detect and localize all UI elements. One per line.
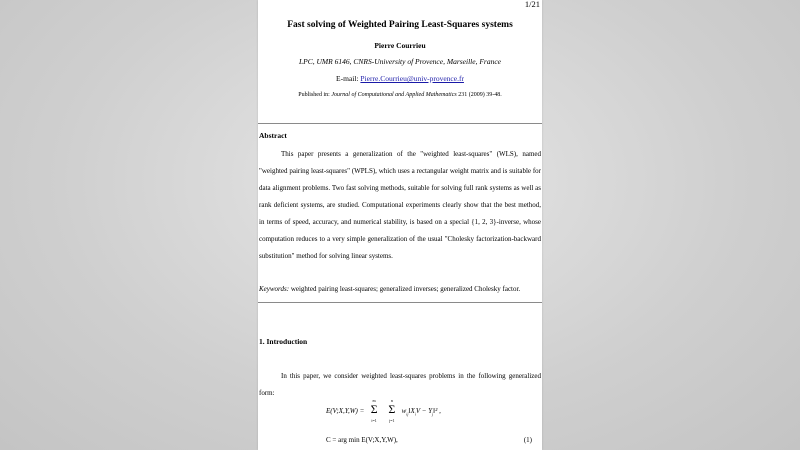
keywords-label: Keywords:	[259, 285, 290, 293]
journal-ref: 231 (2009) 39-48.	[456, 92, 502, 98]
divider-bottom	[258, 302, 542, 303]
email-link[interactable]: Pierre.Courrieu@univ-provence.fr	[360, 74, 464, 83]
paper-title: Fast solving of Weighted Pairing Least-Squares systems	[287, 20, 513, 30]
eq1-lhs: E(V;X,Y,W) =	[326, 407, 367, 415]
section-heading: 1. Introduction	[259, 337, 308, 346]
published-prefix: Published in:	[298, 92, 332, 98]
sum-symbol-i: Σ m i=1	[370, 398, 378, 423]
divider-top	[258, 123, 542, 124]
email-line	[258, 74, 542, 83]
eq1-weight: w	[401, 407, 407, 415]
equation-1: E(V;X,Y,W) = Σ m i=1 Σ n j=1 $w_{ij}‖X_iV$ − $Y_j‖^2$ ,	[326, 398, 441, 423]
abstract-text: This paper presents a generalization of the "weighted least-squares" (WLS), named "weighted pairing least-squares" (WPLS), which uses a rectangular weight matrix and is suitable for data alignment problems. Two fast solving methods, suitable for solving full rank systems as well as rank deficient systems, are studied. Computational experiments clearly show that the best method, in terms of speed, accuracy, and numerical stability, is based on a special {1, 2, 3}-inverse, whose computation reduces to a very simple generalization of the usual "Cholesky factorization-backward substitution" method for solving linear systems.	[259, 150, 541, 260]
equation-2	[326, 436, 398, 444]
page-number: 1/21	[524, 0, 540, 9]
email-label: E-mail:	[336, 74, 361, 83]
sum-symbol-j: Σ n j=1	[388, 398, 396, 423]
eq1-end: ‖² ,	[433, 407, 441, 415]
intro-paragraph: In this paper, we consider weighted least-squares problems in the following generalized form:	[259, 372, 541, 397]
affiliation: LPC, UMR 6146, CNRS-University of Provence, Marseille, France	[299, 57, 501, 66]
journal-name: Journal of Computational and Applied Mathematics	[331, 92, 457, 98]
eq1-tail: V − Y	[415, 407, 433, 415]
abstract-heading: Abstract	[259, 131, 287, 140]
eq2-text: C = arg min E(V;X,Y,W),	[326, 436, 398, 444]
publication-note	[258, 92, 542, 98]
eq1-body: ‖X	[408, 407, 415, 415]
keywords-text: weighted pairing least-squares; generalized inverses; generalized Cholesky factor.	[289, 285, 521, 293]
keywords	[259, 285, 541, 293]
document-page[interactable]	[258, 0, 542, 450]
equation-number: (1)	[523, 436, 532, 444]
author-name: Pierre Courrieu	[374, 41, 426, 50]
